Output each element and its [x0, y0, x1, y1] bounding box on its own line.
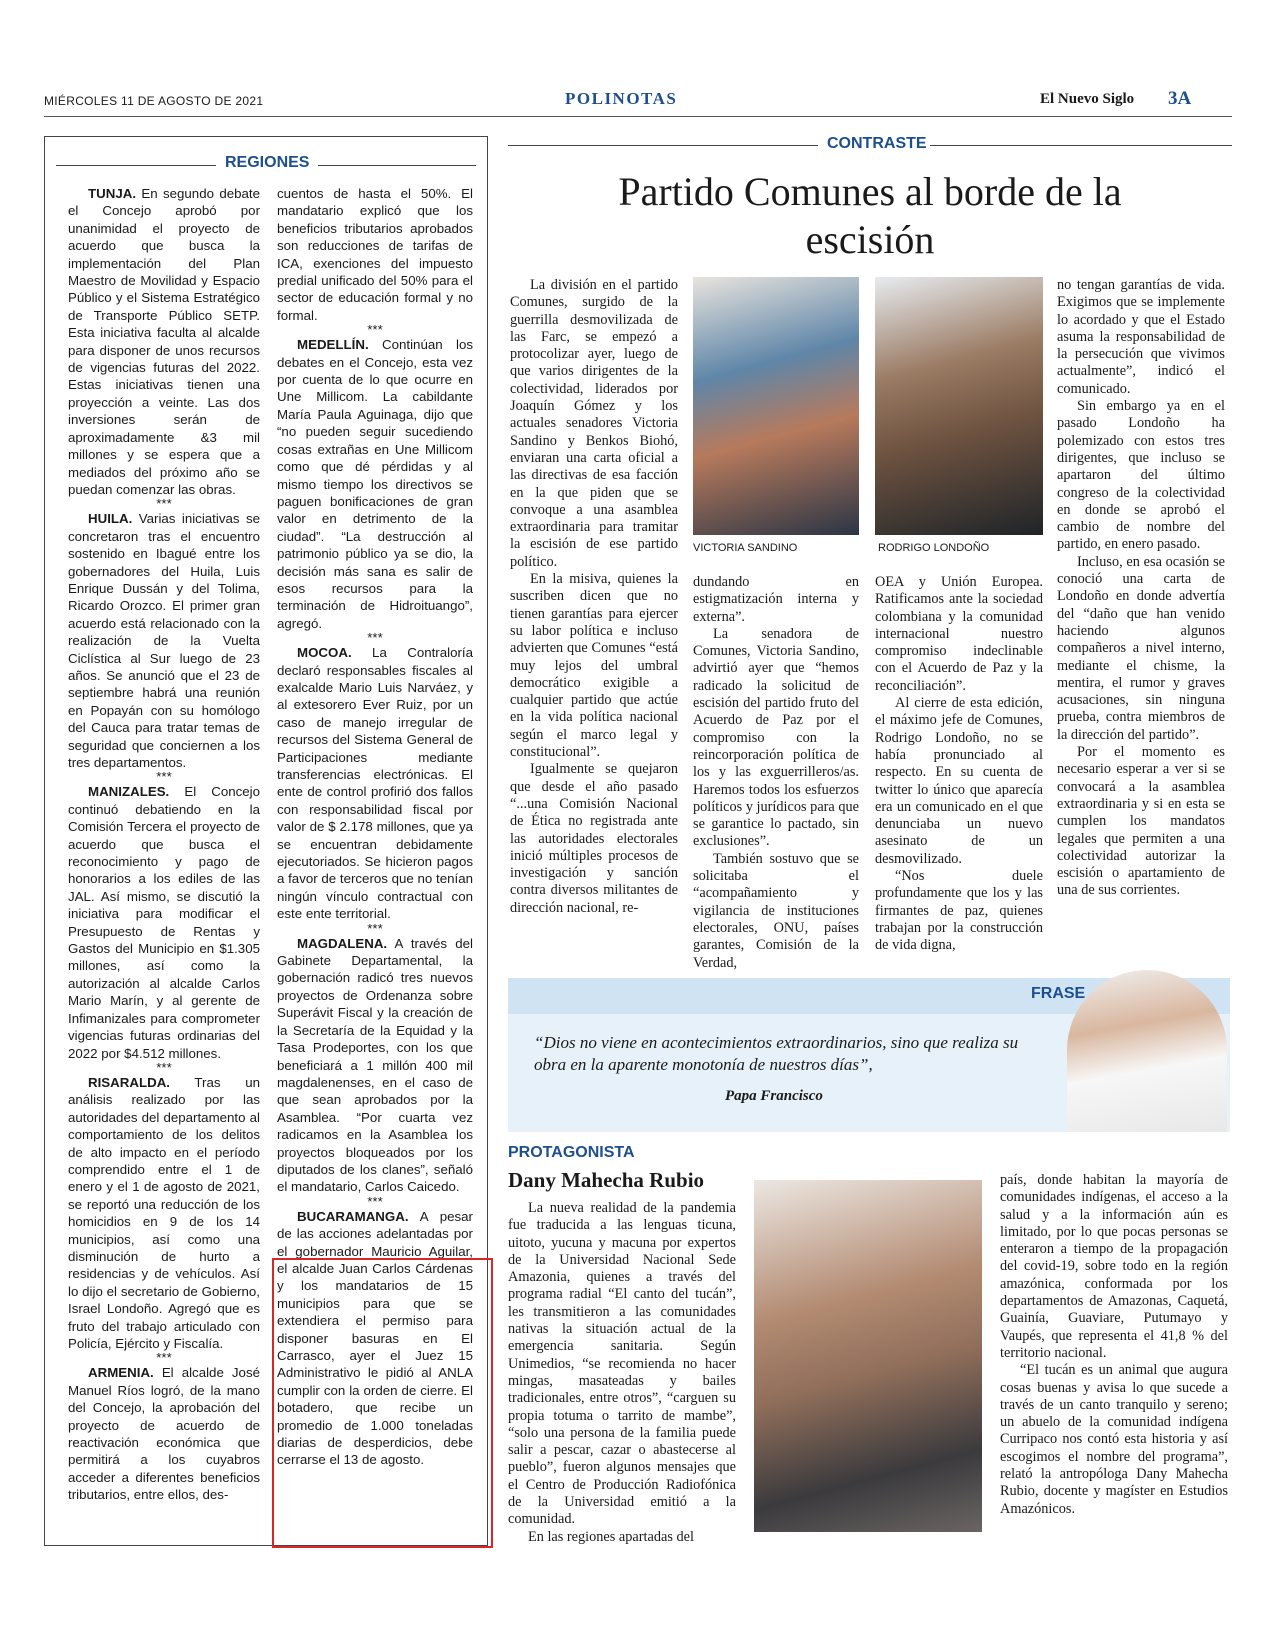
- region-item: [277, 336, 473, 632]
- frase-quote: “Dios no viene en acontecimientos extraordinarios, sino que realiza su obra en la aparente monotonía de nuestros días”,: [534, 1033, 1019, 1074]
- paragraph: no tengan garantías de vida. Exigimos que se implemente lo acordado y que el Estado asuma la responsabilidad de la persecución que vivimos actualmente”, indicó el comunicado.: [1057, 277, 1225, 397]
- regiones-rule-right: [318, 165, 476, 166]
- edition-date: MIÉRCOLES 11 DE AGOSTO DE 2021: [44, 94, 264, 108]
- region-text: En segundo debate el Concejo aprobó por unanimidad el proyecto de acuerdo que busca la implementación del Plan Maestro de Movilidad y Espacio Público y el Sistema Estratégico de Transporte Público SETP. Esta iniciativa faculta al alcalde para disponer de unos recursos de vigencias futuras del 2022. Estas iniciativas tienen una proyección a veinte. Las dos inversiones serán de aproximadamente &3 mil millones y se espera que a mediados del próximo año se puedan comenzar las obras.: [68, 186, 260, 497]
- rodrigo-londono-photo: [875, 277, 1043, 535]
- region-item: [277, 644, 473, 923]
- protagonista-name: Dany Mahecha Rubio: [508, 1168, 705, 1192]
- page-number: 3A: [1168, 88, 1192, 109]
- region-text: Tras un análisis realizado por las autoridades del departamento al comportamiento de los delitos de alto impacto en el período comprendido entre el 1 de enero y el 1 de agosto de 2021, se reportó una reducción de los homicidios en 9 de los 14 municipios, así como una disminución de hurto a residencias y de vehículos. Así lo dijo el secretario de Gobierno, Israel Londoño. Agregó que es fruto del trabajo articulado con Policía, Ejército y Fiscalía.: [68, 1074, 260, 1351]
- paragraph: Por el momento es necesario esperar a ver si se convocará a la asamblea extraordinaria y si en esta se cumplen los mandatos legales que permiten a una colectividad autorizar la escisión o apartamiento de una de sus corrientes.: [1057, 744, 1225, 899]
- regiones-column-1: [68, 185, 260, 1504]
- region-item: [68, 783, 260, 1062]
- highlight-box: [272, 1258, 493, 1548]
- region-item: [68, 1074, 260, 1353]
- separator-stars: ***: [156, 769, 172, 785]
- paragraph: La senadora de Comunes, Victoria Sandino, advirtió ayer que “hemos radicado la solicitud de escisión del partido fruto del Acuerdo de Paz por el compromiso con la reincorporación política de los y las exguerrilleros/as. Haremos todos los esfuerzos políticos y jurídicos para que se garantice lo pactado, sin exclusiones”.: [693, 625, 859, 850]
- paragraph: Igualmente se quejaron que desde el año pasado “...una Comisión Nacional de Ética no registrada ante las autoridades electorales inició múltiples procesos de investigación y sanción contra diversos militantes de dirección nacional, re-: [510, 761, 678, 916]
- region-name: BUCARAMANGA.: [297, 1208, 409, 1224]
- article-column-1: [510, 277, 678, 917]
- photo-caption-2: RODRIGO LONDOÑO: [878, 542, 990, 554]
- paragraph: dundando en estigmatización interna y externa”.: [693, 574, 859, 625]
- frase-label: FRASE: [1031, 985, 1086, 1002]
- region-name: MEDELLÍN.: [297, 337, 369, 353]
- region-item: [277, 935, 473, 1196]
- photo-caption-1: VICTORIA SANDINO: [693, 542, 798, 554]
- paragraph: país, donde habitan la mayoría de comunidades indígenas, el acceso a la salud y a la información aún es limitado, por lo que pocas personas se enteraron a tiempo de la propagación del covid-19, sobre todo en la región amazónica, conformada por los departamentos de Amazonas, Caquetá, Guainía, Guaviare, Putumayo y Vaupés, que representa el 41,8 % del territorio nacional.: [1000, 1172, 1228, 1361]
- article-column-3: [875, 574, 1043, 955]
- paragraph: OEA y Unión Europea. Ratificamos ante la sociedad colombiana y la comunidad internacional nuestro compromiso indeclinable con el Acuerdo de Paz y la reconciliación”.: [875, 574, 1043, 694]
- region-name: MANIZALES.: [88, 784, 170, 800]
- separator-stars: ***: [156, 1350, 172, 1366]
- paragraph: Al cierre de esta edición, el máximo jefe de Comunes, Rodrigo Londoño, no se había pronunciado al respecto. En su cuenta de twitter lo único que aparecía era un comunicado en el que denunciaba un nuevo asesinato de un desmovilizado.: [875, 695, 1043, 867]
- separator-stars: ***: [156, 496, 172, 512]
- region-name: HUILA.: [88, 511, 133, 527]
- region-item: [68, 1364, 260, 1503]
- article-headline: Partido Comunes al borde de la escisión: [618, 169, 1122, 262]
- region-continuation: cuentos de hasta el 50%. El mandatario explicó que los beneficios tributarios aprobados son reducciones de tarifas de ICA, exenciones del impuesto predial unificado del 50% para el sector de educación formal y no formal.: [277, 186, 473, 323]
- region-name: MAGDALENA.: [297, 935, 388, 951]
- paragraph: En las regiones apartadas del: [528, 1528, 694, 1545]
- region-text: El Concejo continuó debatiendo en la Comisión Tercera el proyecto de acuerdo que busca el reconocimiento y pago de honorarios a los ediles de las JAL. Así mismo, se discutió la iniciativa para modificar el Presupuesto de Rentas y Gastos del Municipio en $1.305 millones, así como la autorización al alcalde Carlos Mario Marín, y al gerente de Infimanizales para comprometer vigencias futuras ordinarias del 2022 por $4.512 millones.: [68, 784, 260, 1061]
- separator-stars: ***: [367, 920, 383, 936]
- article-column-4: [1057, 277, 1225, 900]
- regiones-rule-left: [56, 165, 216, 166]
- region-text: A pesar de las acciones adelantadas por el gobernador Mauricio Aguilar, el alcalde Juan Carlos Cárdenas y los mandatarios de 15 municipios para que se extendiera el permiso para disponer basuras en El Carrasco, ayer el Juez 15 Administrativo le pidió al ANLA cumplir con la orden de cierre. El botadero, que recibe un promedio de 1.000 toneladas diarias de desperdicios, debe cerrarse el 13 de agosto.: [277, 1208, 473, 1468]
- region-text: Continúan los debates en el Concejo, esta vez por cuenta de lo que ocurre en Une Millicom. La cabildante María Paula Aguinaga, dijo que “no pueden seguir sucediendo cosas extrañas en Une Millicom como que dé pérdidas y al mismo tiempo los directivos se paguen bonificaciones de gran valor en detrimento de la ciudad”. “La destrucción al patrimonio público ya se dio, la decisión más sana es salir de esos recursos para la terminación de Hidroituango”, agregó.: [277, 337, 473, 631]
- header-divider: [44, 116, 1232, 117]
- separator-stars: ***: [367, 322, 383, 338]
- paragraph: En la misiva, quienes la suscriben dicen que no tienen garantías para ejercer su labor política e incluso advierten que Comunes “está muy lejos del umbral democrático exigible a cualquier partido que actúe en la vida política nacional según el marco legal y constitucional”.: [510, 571, 678, 761]
- region-text: Varias iniciativas se concretaron tras el encuentro sostenido en Ibagué entre los gobernadores del Huila, Luis Enrique Dussán y del Tolima, Ricardo Orozco. El primer gran acuerdo está relacionado con la realización de la Vuelta Ciclística al Sur luego de 23 años. Se anunció que el 23 de septiembre habrá una reunión en Popayán con su homólogo del Cauca para tratar temas de seguridad que conciernen a los tres departamentos.: [68, 511, 260, 770]
- protagonista-column-1: [508, 1200, 736, 1546]
- paragraph: “El tucán es un animal que augura cosas buenas y avisa lo que sucede a través de un canto tranquilo y sereno; un abuelo de la comunidad indígena Curripaco nos contó esta historia y así escogimos el nombre del programa”, relató la antropóloga Dany Mahecha Rubio, docente y magíster en Estudios Amazónicos.: [1000, 1362, 1228, 1517]
- region-name: MOCOA.: [297, 645, 352, 661]
- contraste-rule-left: [508, 145, 818, 146]
- frase-author: Papa Francisco: [725, 1088, 823, 1104]
- region-item: [68, 510, 260, 771]
- paragraph: La división en el partido Comunes, surgido de la guerrilla desmovilizada de las Farc, se empezó a protocolizar ayer, luego de que varios dirigentes de la colectividad, liderados por Joaquín Gómez y los actuales senadores Victoria Sandino y Benkos Biohó, enviaran una carta oficial a las directivas de esa facción en la que piden que se convoque a una asamblea extraordinaria para tramitar la escisión de ese partido político.: [510, 277, 678, 570]
- regiones-title: REGIONES: [225, 154, 310, 171]
- paragraph: La nueva realidad de la pandemia fue traducida a las lenguas ticuna, uitoto, yucuna y macuna por expertos de la Universidad Nacional Sede Amazonia, quienes a través del programa radial “El canto del tucán”, les transmitieron a las comunidades nativas la situación actual de la emergencia sanitaria. Según Unimedios, “se recomienda no hacer mingas, masateadas y bailes tradicionales, entre otros”, “carguen su propia totuma o tarrito de mambe”, “solo una persona de la familia puede salir a pescar, cazar o abastecerse al pueblo”, fueron algunos mensajes que el Centro de Producción Radiofónica de la Universidad emitió a la comunidad.: [508, 1200, 736, 1528]
- paragraph: Incluso, en esa ocasión se conoció una carta de Londoño en donde advertía del “daño que han venido haciendo algunos compañeros a nivel interno, mediante el chisme, la mentira, el rumor y graves acusaciones, sin ninguna prueba, contra miembros de la dirección del partido”.: [1057, 553, 1225, 743]
- pope-francisco-photo: [1067, 970, 1227, 1132]
- separator-stars: ***: [367, 1193, 383, 1209]
- region-item: [68, 185, 260, 498]
- contraste-rule-right: [930, 145, 1232, 146]
- article-column-2: [693, 574, 859, 972]
- region-name: TUNJA.: [88, 186, 137, 201]
- region-text: La Contraloría declaró responsables fiscales al exalcalde Mario Luis Narváez, y al extesorero Ever Ruiz, por un caso de manejo irregular de recursos del Sistema General de Participaciones mediante transferencias electrónicas. El ente de control profirió dos fallos con responsabilidad fiscal por valor de $ 2.178 millones, que ya se encuentran debidamente ejecutoriados. Se hicieron pagos a favor de terceros que no tenían ningún vínculo contractual con este ente territorial.: [277, 645, 473, 922]
- region-text: A través del Gabinete Departamental, la gobernación radicó tres nuevos proyectos de Ordenanza sobre Superávit Fiscal y la creación de la Secretaría de la Equidad y la Tasa Prodeportes, con los que beneficiará a 1 millón 400 mil magdalenenses, en el caso de que sean aprobados por la Asamblea. “Por cuarta vez radicamos en la Asamblea los proyectos bloqueados por los diputados de los clanes”, señaló el mandatario, Carlos Caicedo.: [277, 935, 473, 1195]
- paragraph: También sostuvo que se solicitaba el “acompañamiento y vigilancia de instituciones electorales, ONU, países garantes, Comisión de la Verdad,: [693, 850, 859, 971]
- region-text: El alcalde José Manuel Ríos logró, de la mano del Concejo, la aprobación del proyecto de acuerdo de reactivación económica que permitirá a los cuyabros acceder a diferentes beneficios tributarios, entre ellos, des-: [68, 1365, 260, 1503]
- newspaper-name: El Nuevo Siglo: [1040, 91, 1135, 107]
- paragraph: Sin embargo ya en el pasado Londoño ha polemizado con estos tres dirigentes, que incluso se apartaron del último congreso de la colectividad en donde se aprobó el cambio de nombre del partido, en enero pasado.: [1057, 398, 1225, 553]
- victoria-sandino-photo: [693, 277, 859, 535]
- protagonista-label: PROTAGONISTA: [508, 1144, 635, 1161]
- contraste-label: CONTRASTE: [827, 135, 927, 152]
- protagonista-column-2: [1000, 1172, 1228, 1518]
- region-name: RISARALDA.: [88, 1074, 170, 1090]
- separator-stars: ***: [156, 1059, 172, 1075]
- paragraph: “Nos duele profundamente que los y las firmantes de paz, quienes trabajan por la construcción de vida digna,: [875, 868, 1043, 954]
- region-name: ARMENIA.: [88, 1365, 154, 1381]
- section-name: POLINOTAS: [565, 89, 678, 108]
- separator-stars: ***: [367, 630, 383, 646]
- dany-mahecha-photo: [754, 1180, 982, 1532]
